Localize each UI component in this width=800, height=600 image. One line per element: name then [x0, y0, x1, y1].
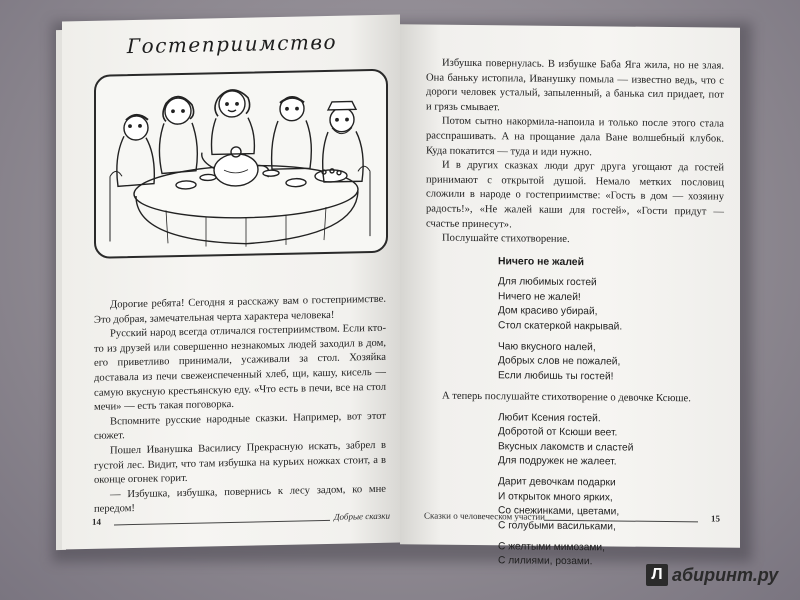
paragraph: Русский народ всегда отличался гостеприимством. Если кто-то из друзей или совершенно незнакомых людей заходил в дом, его приветливо принимали, усаживали за стол. Хозяйка доставала из печи свежеиспеченный хлеб, щи, кашу, кисель — самую вкусную крестьянскую еду. «Что есть в печи, все на стол мечи» — есть такая поговорка. [94, 322, 386, 414]
poem-line: Дом красиво убирай, [498, 305, 598, 318]
running-footer: Добрые сказки [333, 510, 390, 522]
poem-line: Дарит девочкам подарки [498, 476, 616, 489]
paragraph: — Избушка, избушка, повернись к лесу задом, ко мне передом! [94, 483, 386, 516]
left-page-body [94, 293, 386, 518]
poem-stanza [498, 340, 724, 386]
tea-party-drawing [96, 71, 386, 257]
paragraph: Дорогие ребята! Сегодня я расскажу вам о гостеприимстве. Это добрая, замечательная черта характера человека! [94, 293, 386, 326]
poem-line: Чаю вкусного налей, [498, 341, 596, 354]
poem-line: С голубыми васильками, [498, 519, 616, 533]
left-page [62, 14, 400, 549]
page-number: 15 [711, 513, 720, 524]
poem-line: Ничего не жалей! [498, 290, 581, 303]
paragraph: Послушайте стихотворение. [442, 232, 570, 246]
poem-line: Если любишь ты гостей! [498, 369, 614, 383]
poem-line: С лилиями, розами. [498, 555, 593, 568]
paragraph: И в других сказках люди друг друга угощают да гостей принимают с открытой душой. Немало метких пословиц сложили в народе о гостеприимстве: «Гость в дом — хозяину радость!», «Не жалей каши для гостей», «Гости придут — счастье принесут». [426, 159, 724, 230]
poem-line: Любит Ксения гостей. [498, 411, 601, 425]
poem-line: Для подружек не жалеет. [498, 455, 617, 468]
poem-title: Ничего не жалей [498, 255, 584, 268]
paragraph: Избушка повернулась. В избушке Баба Яга жила, но не злая. Она баньку истопила, Иванушку помыла — известно ведь, что с дороги человек усталый, запыленный, а банька сил придает, пот и грязь смывает. [426, 57, 724, 114]
paragraph: Пошел Иванушка Василису Прекрасную искать, забрел в густой лес. Видит, что там избушка на курьих ножках стоит, а в оконце огонек горит. [94, 439, 386, 486]
poem-ksenia [498, 411, 724, 571]
poem-line: Вкусных лакомств и сластей [498, 440, 634, 454]
footer-rule [544, 520, 698, 523]
tea-party-illustration [94, 69, 388, 259]
right-page-body [426, 56, 724, 578]
poem-nothing-spare [498, 276, 724, 386]
footer-rule [114, 520, 330, 526]
poem-stanza [498, 276, 724, 336]
poem-line: Добрых слов не пожалей, [498, 355, 621, 368]
poem-stanza [498, 411, 724, 471]
poem-intro: А теперь послушайте стихотворение о девочке Ксюше. [442, 390, 691, 405]
paragraph: Потом сытно накормила-напоила и только после этого стала расспрашивать. А на прощание дала Ване волшебный клубок. Куда покатится — туда и иди нужно. [426, 116, 724, 158]
poem-line: Для любимых гостей [498, 276, 597, 289]
poem-line: Стол скатеркой накрывай. [498, 319, 623, 333]
paragraph: Вспомните русские народные сказки. Например, вот этот сюжет. [94, 410, 386, 443]
right-page [400, 24, 740, 568]
poem-line: С желтыми мимозами, [498, 541, 605, 554]
poem-line: И открыток много ярких, [498, 491, 613, 504]
chapter-title: Гостеприимство [126, 29, 338, 59]
watermark-text: абиринт.ру [672, 564, 779, 585]
page-number: 14 [92, 516, 101, 527]
poem-line: Добротой от Ксюши веет. [498, 426, 618, 439]
labirint-logo-icon: Л [646, 564, 668, 586]
poem-line: Со снежинками, цветами, [498, 505, 620, 518]
running-footer: Сказки о человеческом участии [424, 510, 545, 522]
labirint-watermark [646, 562, 778, 588]
